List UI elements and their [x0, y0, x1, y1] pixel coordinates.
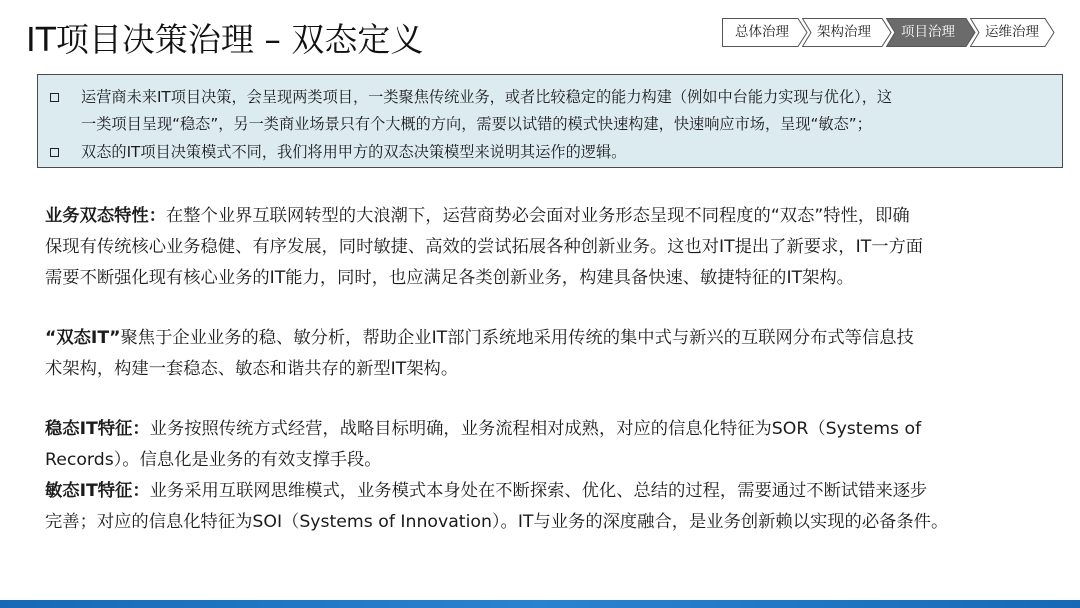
- agile-it-heading: 敏态IT特征：: [45, 481, 150, 501]
- breadcrumb-item-overall[interactable]: [722, 18, 808, 47]
- business-paragraph-line-1: [45, 201, 910, 232]
- checkbox-bullet-icon: [50, 148, 59, 157]
- breadcrumb: [722, 18, 1055, 47]
- stable-it-text: 业务按照传统方式经营，战略目标明确，业务流程相对成熟，对应的信息化特征为SOR（Systems of: [149, 419, 922, 439]
- business-text: 在整个业界互联网转型的大浪潮下，运营商势必会面对业务形态呈现不同程度的“双态”特性，即确: [165, 206, 910, 226]
- business-heading: 业务双态特性：: [45, 206, 166, 226]
- agile-it-paragraph-line-1: [45, 476, 927, 507]
- agile-it-text: 业务采用互联网思维模式，业务模式本身处在不断探索、优化、总结的过程，需要通过不断试错来逐步: [149, 481, 928, 501]
- footer-bar: [0, 600, 1080, 608]
- breadcrumb-item-project[interactable]: [886, 18, 976, 47]
- dual-it-paragraph-line-1: [45, 323, 914, 354]
- breadcrumb-item-architecture[interactable]: [802, 18, 892, 47]
- intro-box: [37, 74, 1063, 168]
- business-paragraph-line-3: 需要不断强化现有核心业务的IT能力，同时，也应满足各类创新业务，构建具备快速、敏捷特征的IT架构。: [45, 268, 854, 288]
- breadcrumb-item-operations[interactable]: [970, 18, 1055, 47]
- stable-it-paragraph-line-1: [45, 414, 921, 445]
- dual-it-heading: “双态IT”: [45, 328, 121, 348]
- page-title: IT项目决策治理 – 双态定义: [26, 20, 424, 59]
- business-paragraph-line-2: 保现有传统核心业务稳健、有序发展，同时敏捷、高效的尝试拓展各种创新业务。这也对IT提出了新要求，IT一方面: [45, 237, 924, 257]
- stable-it-heading: 稳态IT特征：: [45, 419, 150, 439]
- dual-it-text: 聚焦于企业业务的稳、敏分析，帮助企业IT部门系统地采用传统的集中式与新兴的互联网分布式等信息技: [120, 328, 914, 348]
- breadcrumb-label: 运维治理: [985, 24, 1039, 40]
- checkbox-bullet-icon: [50, 93, 59, 102]
- agile-it-paragraph-line-2: 完善；对应的信息化特征为SOI（Systems of Innovation）。IT与业务的深度融合，是业务创新赖以实现的必备条件。: [45, 512, 949, 532]
- breadcrumb-label: 项目治理: [901, 24, 955, 40]
- breadcrumb-label: 架构治理: [817, 24, 871, 40]
- intro-bullet-1-line-2: 一类项目呈现“稳态”，另一类商业场景只有个大概的方向，需要以试错的模式快速构建，快速响应市场，呈现“敏态”；: [81, 115, 872, 133]
- stable-it-paragraph-line-2: Records）。信息化是业务的有效支撑手段。: [45, 450, 382, 470]
- dual-it-paragraph-line-2: 术架构，构建一套稳态、敏态和谐共存的新型IT架构。: [45, 359, 459, 379]
- intro-bullet-2: 双态的IT项目决策模式不同，我们将用甲方的双态决策模型来说明其运作的逻辑。: [81, 143, 627, 161]
- breadcrumb-label: 总体治理: [735, 24, 789, 40]
- intro-bullet-1-line-1: 运营商未来IT项目决策，会呈现两类项目，一类聚焦传统业务，或者比较稳定的能力构建（例如中台能力实现与优化），这: [81, 88, 893, 106]
